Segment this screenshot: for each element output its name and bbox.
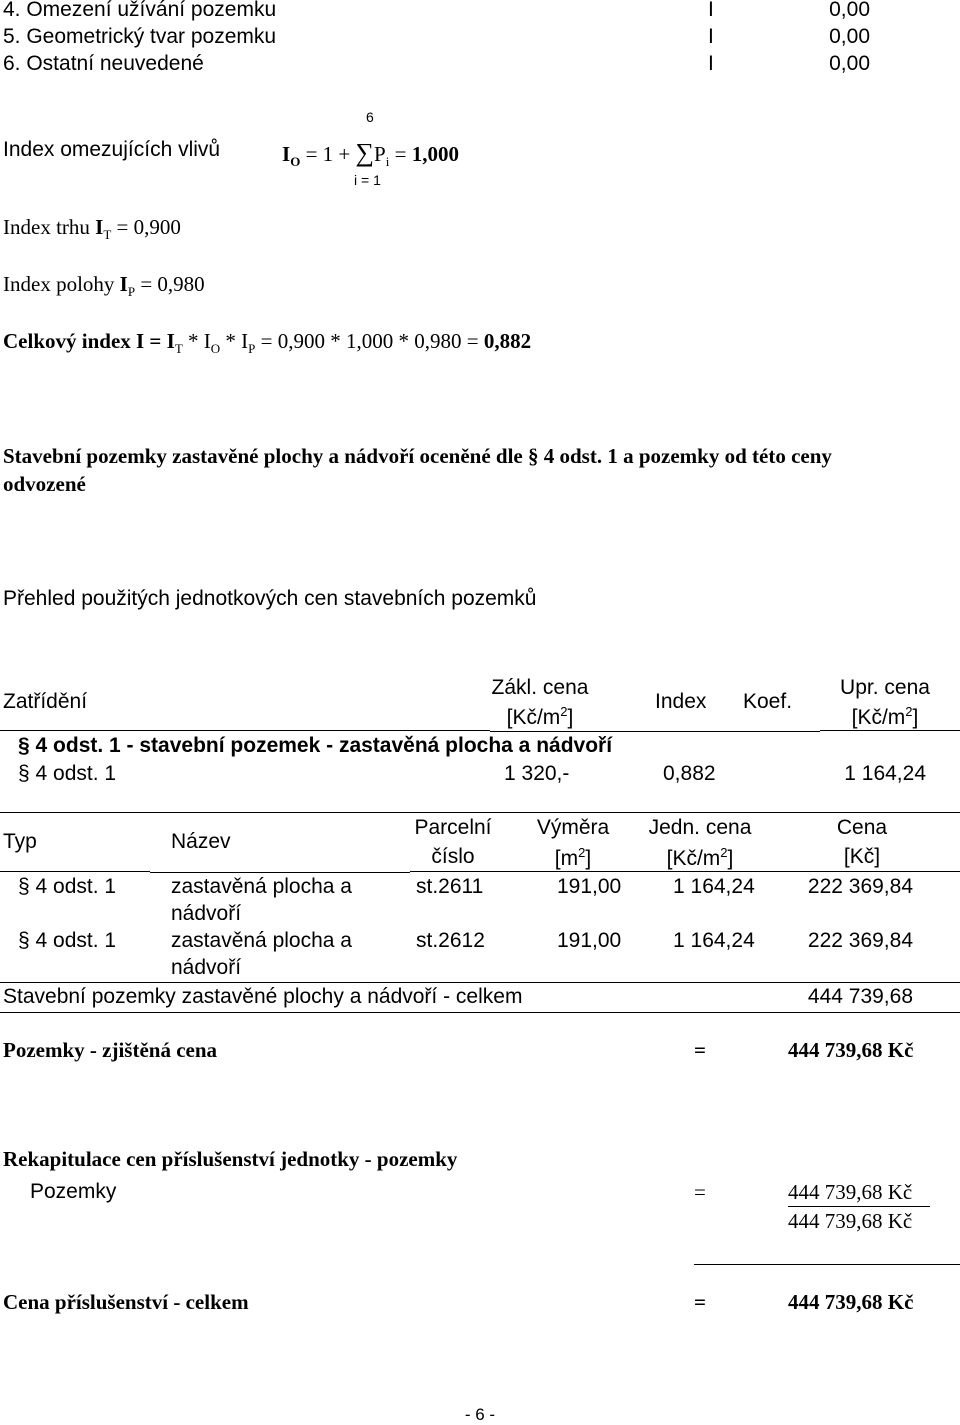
header-underline	[820, 730, 960, 731]
table-row-parcel: st.2611	[416, 875, 484, 898]
recap-title: Rekapitulace cen příslušenství jednotky - pozemky	[3, 1147, 458, 1171]
criterion-grade: I	[708, 52, 714, 75]
col-classification: Zatřídění	[3, 690, 88, 713]
criterion-grade: I	[708, 25, 714, 48]
col-price-unit: [Kč]	[843, 845, 881, 868]
criterion-label: 4. Omezení užívání pozemku	[3, 0, 277, 21]
header-underline	[490, 731, 820, 732]
recap-item-label: Pozemky	[30, 1180, 117, 1203]
determined-label: Pozemky - zjištěná cena	[3, 1038, 218, 1062]
table-row-unit-price: 1 164,24	[673, 929, 755, 952]
table2-total-value: 444 739,68	[807, 985, 913, 1008]
table-row-area: 191,00	[557, 929, 622, 952]
col-base-price-unit: $[Kč/m^2]$	[506, 704, 574, 729]
sum-lower-limit: i = 1	[354, 172, 381, 188]
table2-total-rule	[0, 982, 960, 983]
col-adj-price-unit: $[Kč/m^2]$	[851, 704, 919, 729]
header-underline	[0, 871, 150, 872]
accessories-total-label: Cena příslušenství - celkem	[3, 1290, 249, 1314]
criterion-value: 0,00	[829, 25, 870, 48]
table-row-parcel: st.2612	[416, 929, 485, 952]
recap-subtotal: 444 739,68 Kč	[788, 1209, 913, 1233]
table2-top-rule	[0, 812, 960, 813]
location-index: Index polohy $I_P = 0,980$	[3, 272, 205, 300]
sum-upper-limit: 6	[366, 109, 374, 125]
criterion-value: 0,00	[829, 52, 870, 75]
recap-item-eq: =	[694, 1180, 706, 1204]
col-area: Výměra	[536, 816, 610, 839]
col-parcel: Parcelní	[414, 816, 492, 839]
section-icon: §	[18, 734, 30, 757]
table-row-name: zastavěná plocha a	[171, 875, 352, 898]
section-icon: §	[528, 444, 539, 468]
col-parcel-2: číslo	[431, 845, 475, 868]
table2-total-label: Stavební pozemky zastavěné plochy a nádvoří - celkem	[3, 985, 523, 1008]
col-price: Cena	[836, 816, 888, 839]
table-row-name-cont: nádvoří	[171, 902, 242, 925]
recap-sum-rule	[694, 1264, 960, 1265]
total-index: Celkový index $I = I_T * I_O * I_P = 0,900 * 1,000 * 0,980 = 0,882$	[3, 329, 532, 357]
table-row-price: 222 369,84	[807, 875, 913, 898]
table-row-type: § 4 odst. 1	[18, 875, 117, 898]
sigma-icon: ∑	[355, 138, 375, 167]
col-index: Index	[655, 690, 707, 713]
header-underline	[0, 730, 490, 731]
col-base-price: Zákl. cena	[491, 676, 589, 699]
accessories-total-value: 444 739,68 Kč	[788, 1290, 914, 1314]
col-unit-price-unit: $[Kč/m^2]$	[666, 845, 734, 870]
col-adj-price: Upr. cena	[840, 676, 930, 699]
criterion-grade: I	[708, 0, 714, 21]
col-type: Typ	[3, 830, 37, 853]
table-row-name-cont: nádvoří	[171, 956, 242, 979]
io-label: Index omezujících vlivů	[3, 138, 221, 161]
header-underline	[410, 871, 960, 872]
market-index: Index trhu $I_T = 0,900$	[3, 215, 181, 243]
table1-group: § 4 odst. 1 - stavební pozemek - zastavěná plocha a nádvoří	[18, 734, 613, 757]
section-icon: §	[18, 762, 30, 785]
overview-title: Přehled použitých jednotkových cen stavebních pozemků	[3, 587, 537, 610]
table1-row-classification: § 4 odst. 1	[18, 762, 117, 785]
table1-row-adj-price: 1 164,24	[844, 762, 926, 785]
accessories-total-eq: =	[694, 1290, 706, 1314]
col-unit-price: Jedn. cena	[648, 816, 752, 839]
recap-rule	[788, 1206, 930, 1207]
table1-row-index: 0,882	[663, 762, 716, 785]
criterion-value: 0,00	[829, 0, 870, 21]
table-row-area: 191,00	[557, 875, 622, 898]
col-name: Název	[171, 830, 231, 853]
page-number: - 6 -	[464, 1405, 496, 1424]
io-formula: $I_O = 1 + \sum P_i = 1,000$	[282, 138, 459, 170]
table-row-type: § 4 odst. 1	[18, 929, 117, 952]
section-icon: §	[18, 929, 30, 952]
header-underline	[150, 872, 410, 873]
determined-eq: =	[694, 1038, 706, 1062]
table-row-name: zastavěná plocha a	[171, 929, 352, 952]
col-area-unit: $[m^2]$	[554, 845, 592, 870]
table-row-unit-price: 1 164,24	[673, 875, 755, 898]
criterion-label: 5. Geometrický tvar pozemku	[3, 25, 277, 48]
section-heading: Stavební pozemky zastavěné plochy a nádvoří oceněné dle § 4 odst. 1 a pozemky od této ceny	[3, 444, 832, 468]
table-row-price: 222 369,84	[807, 929, 913, 952]
section-icon: §	[18, 875, 30, 898]
criterion-label: 6. Ostatní neuvedené	[3, 52, 204, 75]
table1-row-base-price: 1 320,-	[504, 762, 570, 785]
recap-item-value: 444 739,68 Kč	[788, 1180, 913, 1204]
section-heading-cont: odvozené	[3, 472, 86, 496]
determined-value: 444 739,68 Kč	[788, 1038, 914, 1062]
col-coef: Koef.	[743, 690, 793, 713]
table2-bottom-rule	[0, 1012, 960, 1013]
